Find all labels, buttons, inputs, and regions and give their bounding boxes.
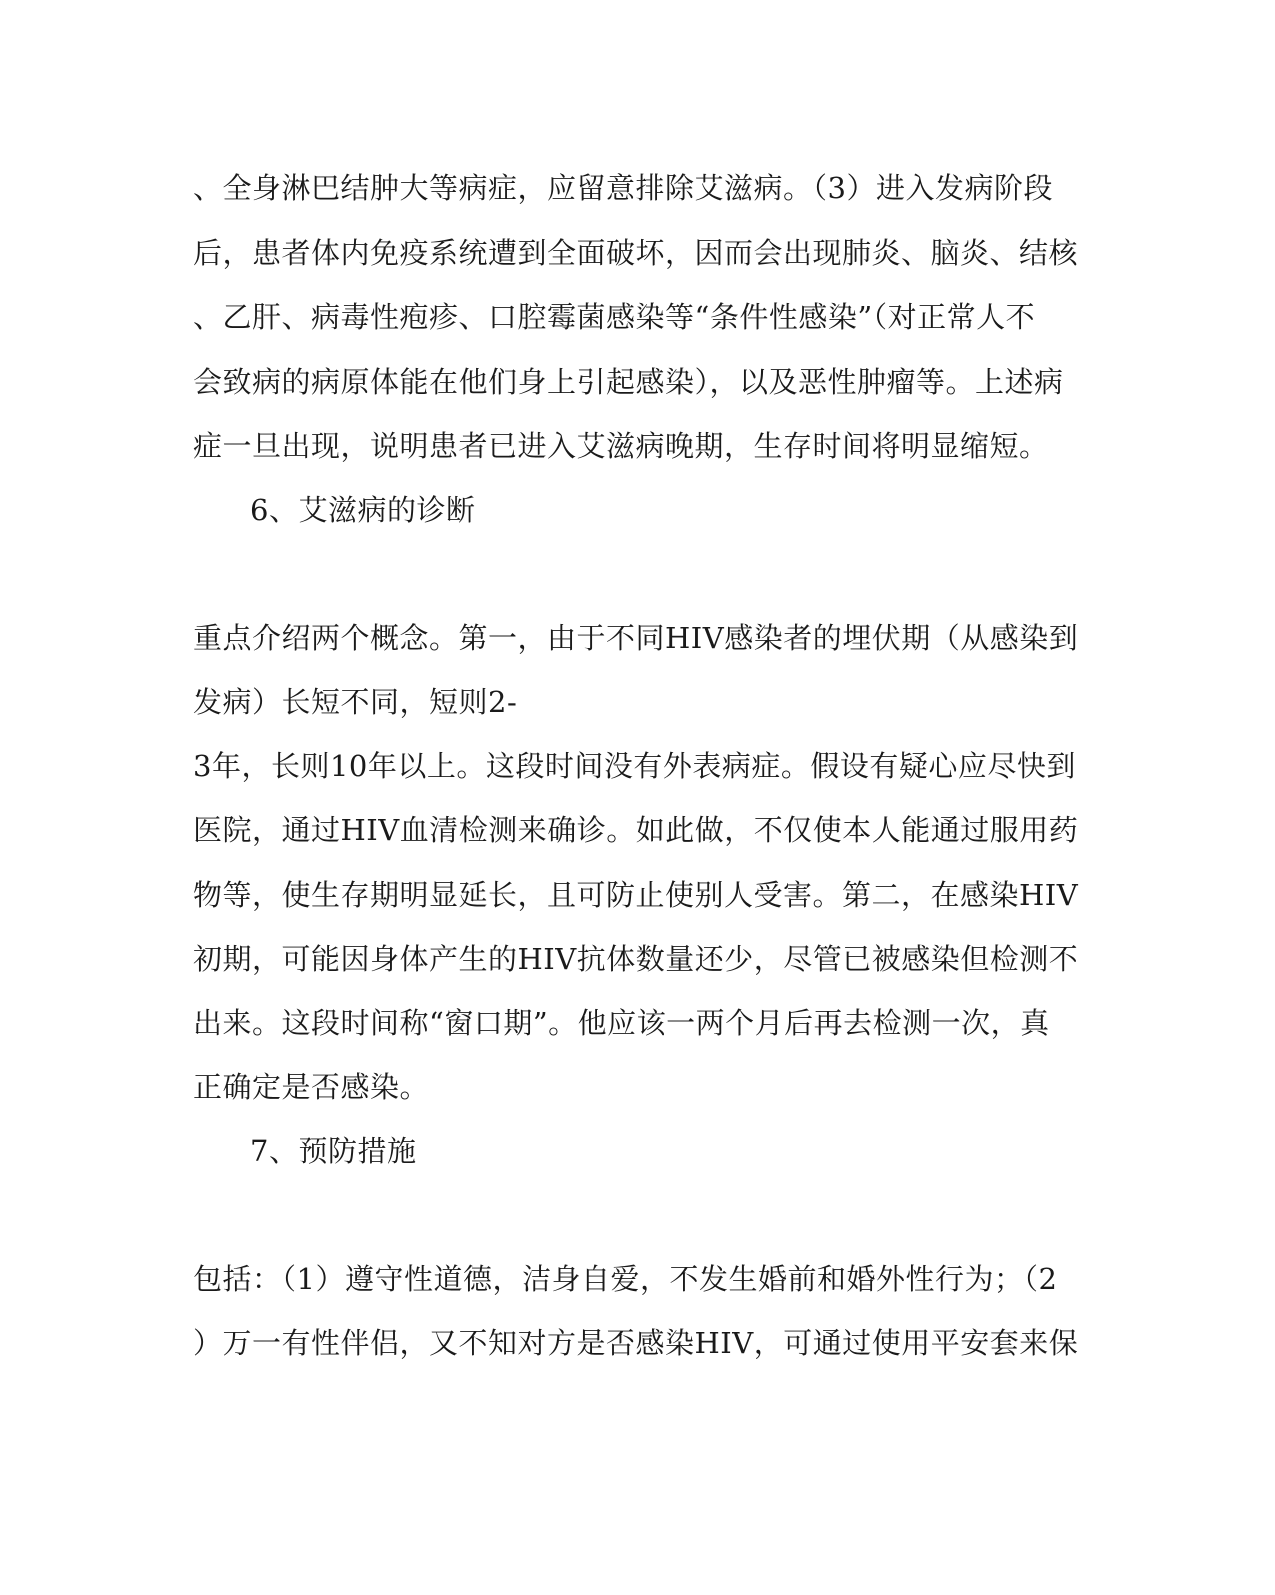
paragraph-line: 、乙肝、病毒性疱疹、口腔霉菌感染等“条件性感染”（对正常人不 (193, 300, 1036, 334)
paragraph-line: 后，患者体内免疫系统遭到全面破坏，因而会出现肺炎、脑炎、结核 (193, 236, 1079, 270)
paragraph-line: 包括：（1）遵守性道德，洁身自爱，不发生婚前和婚外性行为；（2 (193, 1262, 1058, 1296)
paragraph-line: 医院，通过HIV血清检测来确诊。如此做，不仅使本人能通过服用药 (193, 813, 1079, 847)
section-heading-prevention: 7、预防措施 (250, 1134, 417, 1168)
paragraph-line: 症一旦出现，说明患者已进入艾滋病晚期，生存时间将明显缩短。 (193, 429, 1049, 463)
paragraph-line: 会致病的病原体能在他们身上引起感染），以及恶性肿瘤等。上述病 (193, 365, 1064, 399)
paragraph-line: 初期，可能因身体产生的HIV抗体数量还少，尽管已被感染但检测不 (193, 942, 1079, 976)
paragraph-line: 重点介绍两个概念。第一，由于不同HIV感染者的埋伏期（从感染到 (193, 621, 1079, 655)
paragraph-line: 正确定是否感染。 (193, 1070, 430, 1104)
paragraph-line: 物等，使生存期明显延长，且可防止使别人受害。第二，在感染HIV (193, 878, 1079, 912)
paragraph-line: 、全身淋巴结肿大等病症，应留意排除艾滋病。（3）进入发病阶段 (193, 171, 1053, 205)
paragraph-line: 出来。这段时间称“窗口期”。他应该一两个月后再去检测一次，真 (193, 1006, 1050, 1040)
paragraph-line: 3年，长则10年以上。这段时间没有外表病症。假设有疑心应尽快到 (193, 749, 1076, 783)
section-heading-diagnosis: 6、艾滋病的诊断 (250, 493, 476, 527)
paragraph-line: ）万一有性伴侣，又不知对方是否感染HIV，可通过使用平安套来保 (193, 1326, 1079, 1360)
paragraph-line: 发病）长短不同，短则2- (193, 685, 518, 719)
